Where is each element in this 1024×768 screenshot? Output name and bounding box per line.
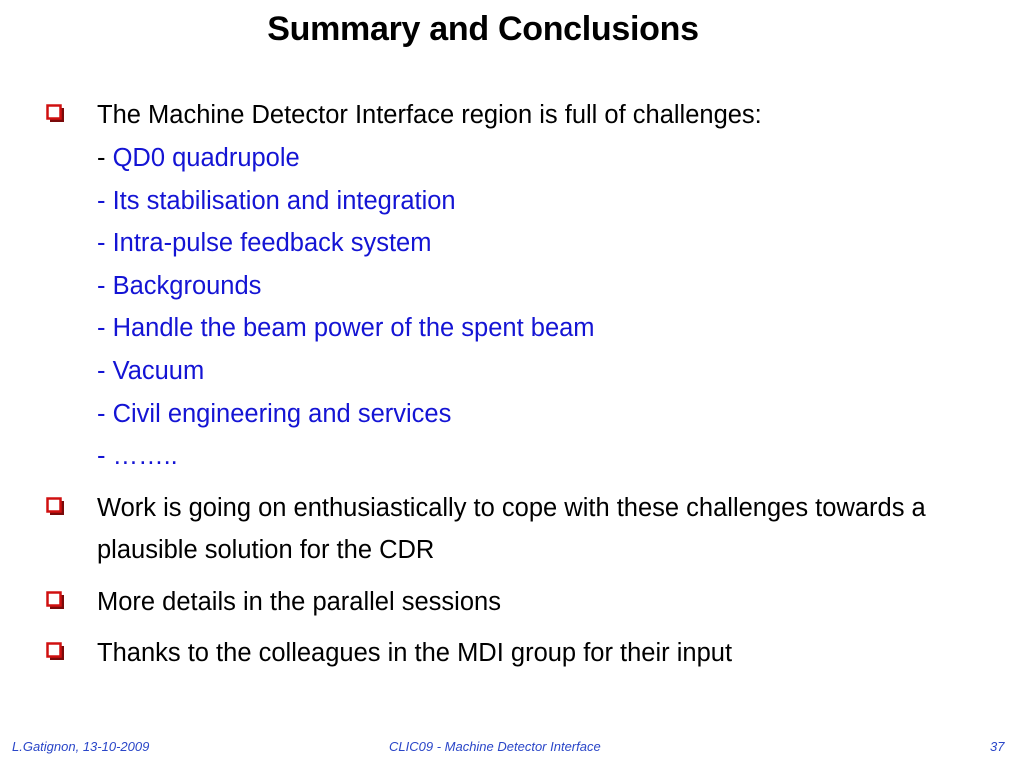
- bullet-item: [46, 487, 976, 571]
- bullet-text: Thanks to the colleagues in the MDI group for their input: [97, 639, 733, 667]
- footer-author-date: L.Gatignon, 13-10-2009: [12, 739, 150, 754]
- footer-event: CLIC09 - Machine Detector Interface: [389, 739, 601, 754]
- sub-list: [97, 137, 595, 478]
- sub-item-text: - Its stabilisation and integration: [97, 186, 456, 215]
- slide-title: Summary and Conclusions: [267, 10, 699, 48]
- sub-item-text: - Civil engineering and services: [97, 399, 452, 428]
- sub-item-text: - Vacuum: [97, 356, 205, 385]
- bullet-item: [46, 581, 986, 623]
- sub-item: [97, 350, 595, 393]
- sub-item-text: - ……..: [97, 442, 178, 471]
- sub-item-prefix: -: [97, 144, 113, 172]
- sub-item: [97, 180, 595, 223]
- page-number: 37: [990, 739, 1005, 754]
- sub-item-text: QD0 quadrupole: [112, 144, 300, 172]
- sub-item: [97, 222, 595, 265]
- bullet-text: More details in the parallel sessions: [97, 588, 501, 616]
- checkbox-square-icon: [46, 591, 63, 608]
- bullet-item: [46, 94, 986, 136]
- sub-item-text: - Handle the beam power of the spent beam: [97, 314, 595, 343]
- sub-item: [97, 393, 595, 436]
- checkbox-square-icon: [46, 642, 63, 659]
- bullet-text: The Machine Detector Interface region is full of challenges:: [97, 101, 762, 129]
- sub-item-text: - Intra-pulse feedback system: [97, 229, 432, 258]
- bullet-item: [46, 632, 986, 674]
- sub-item: [97, 307, 595, 350]
- checkbox-square-icon: [46, 104, 63, 121]
- checkbox-square-icon: [46, 497, 63, 514]
- sub-item: [97, 265, 595, 308]
- bullet-text: Work is going on enthusiastically to cope with these challenges towards a plausible solution for the CDR: [97, 494, 926, 564]
- sub-item: [97, 137, 595, 180]
- sub-item: [97, 435, 595, 478]
- sub-item-text: - Backgrounds: [97, 271, 262, 300]
